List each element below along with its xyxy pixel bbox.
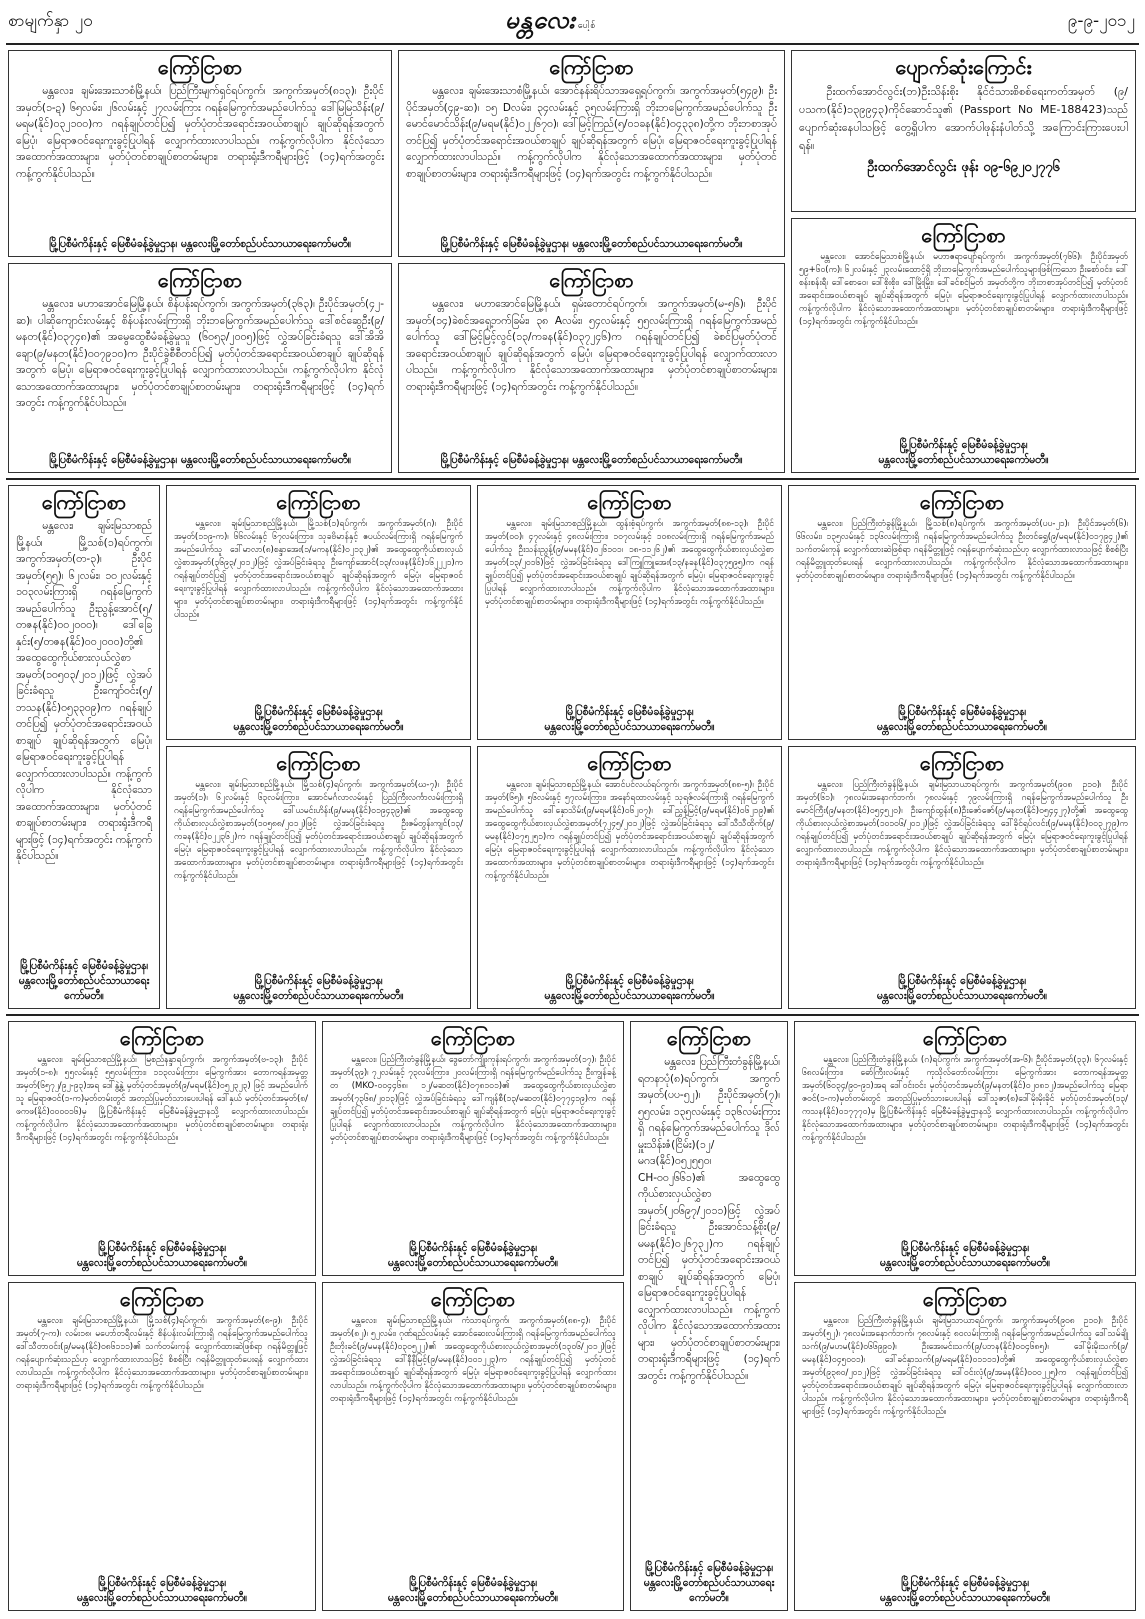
signature-line: မြို့ပြစီမံကိန်းနှင့် မြေစီမံခန့်ခွဲမှုဌာန၊ (900, 1577, 1030, 1589)
ad-title: ကြော်ငြာစာ (549, 55, 634, 79)
ad-body: မန္တလေး၊ အောင်မြေသာစံမြို့နယ်၊ မဟာဧရာပျော်ရပ်ကွက်၊ အကွက်အမှတ်(၇၆၆)၊ ဦးပိုင်အမှတ် ၅၉+၆၀(က)၊ ၆၂လမ်းနှင့် ၂၃လမ်းထောင့်ရှိ ဘိုးဘမြေကွက်အမည်ပေါက်သူများဖြစ်ကြသော ဦးစော်ဝင်း၊ ဒေါ်စန်းစန်းရီ၊ ဒေါ်စောဝေ၊ ဒေါ်စိုးစိုး၊ ဒေါ်မြိုးမြိုး၊ ဒေါ်ခင်စင်မြတ် အမှတ်တို့က ဘိုးဘစာအုပ်တင်ပြ၍ မှတ်ပုံတင်အရောင်းအဝယ်စာချုပ် ချုပ်ဆိုရန်အတွက် မြေပုံ၊ မြေရာဇဝင်ရေးကူးခွင့်ပြုပါရန် လျှောက်ထားလာပါသည်။ ကန့်ကွက်လိုပါက နိုင်လုံသောအထောက်အထားများ၊ မှတ်ပုံတင်စာချုပ်စာတမ်းများ၊ တရားရုံးဒီကရီများဖြင့် (၁၄)ရက်အတွင်း ကန့်ကွက်နိုင်ပါသည်။ (799, 252, 1128, 327)
signature-line: မြို့ပြစီမံကိန်းနှင့် မြေစီမံခန့်ခွဲမှုဌာန၊ (565, 706, 694, 718)
ad-signature (484, 974, 775, 1004)
ad-signature (15, 959, 153, 1004)
lost-notice-body: ဦးထက်အောင်လွင်း(ဘ)ဦးသိန်းစိုး နိုင်ငံသားစိစစ်ရေးကတ်အမှတ် (၉/ပသက(နိုင်)၁၃၉၉၄၃)ကိုင်ဆောင်သူ၏ (Passport No ME-188423)သည် ပျောက်ဆုံးနေပါသဖြင့် တွေ့ရှိပါက အောက်ပါဖုန်းနံပါတ်သို့ အကြောင်းကြားပေးပါရန်။ (799, 85, 1128, 152)
page-header (0, 0, 1145, 44)
newspaper-logo (505, 4, 596, 40)
ad-signature (15, 237, 385, 252)
signature-line: မြို့ပြစီမံကိန်းနှင့် မြေစီမံခန့်ခွဲမှုဌာန၊ (408, 1242, 538, 1254)
ad-notice (788, 746, 1136, 1009)
signature-line: မြို့ပြစီမံကိန်းနှင့် မြေစီမံခန့်ခွဲမှုဌာန၊ မန္တလေးမြို့တော်စည်ပင်သာယာရေးကော်မတီ။ (440, 238, 743, 250)
ad-signature (801, 1576, 1129, 1606)
ad-body: မန္တလေး၊ ချမ်းမြသာစည်မြို့နယ်၊ ထွန်းစံ့ရပ်ကွက်၊ အကွက်အမှတ်(၈၈-၁၃)၊ ဦးပိုင်အမှတ်(၀၀)၊ ၄၇လမ်းနှင့် ၄၈လမ်းကြား၊ ၁၀၇လမ်းနှင့် ၁၀၈လမ်းကြားရှိ ဂရန်မြေကွက်အမည်ပေါက်သူ ဦးသန်းညွန့်(၉/မမန(နိုင်)၀၂၆၁၀၁၊ ၁၈-၁၁၂၆၂)၏ အထွေထွေကိုယ်စားလှယ်လွှဲစာအမှတ်(၁၃/၂၀၁၆)ဖြင့် လွှဲအပ်ခြင်းခံရသူ ဒေါ်ကြူကြူအေး(၁၃/နခန(နိုင်)၀၃၇၅၉၅)က ဂရန်ချုပ်တင်ပြ၍ မှတ်ပုံတင်အရောင်းအဝယ်စာချုပ် ချုပ်ဆိုရန်အတွက် မြေပုံ၊ မြေရာဇဝင်ရေးကူးခွင့်ပြုပါရန် လျှောက်ထားလာပါသည်။ ကန့်ကွက်လိုပါက နိုင်လုံသောအထောက်အထားများ၊ မှတ်ပုံတင်စာချုပ်စာတမ်းများ၊ တရားရုံးဒီကရီများဖြင့် (၁၄)ရက်အတွင်း ကန့်ကွက်နိုင်ပါသည်။ (485, 519, 774, 607)
ad-body: မန္တလေး၊ ပြည်ကြီးတံခွန်မြို့နယ်၊ မြို့သစ်(၈)ရပ်ကွက်၊ အကွက်အမှတ်(ပပ-၂၁)၊ ဦးပိုင်အမှတ်(၆)၊ ၆၆လမ်း၊ ၁၃၅လမ်းနှင့် ၁၃၆လမ်းကြားရှိ ဂရန်မြေကွက်အမည်ပေါက်သူ ဦးတင်ရွှေ(၉/မရမ(နိုင်)၀၁၇၉၄၂)၏ သက်တမ်းကုန် လျှောက်ထားဆဲဖြစ်ရာ ဂရန်မိတ္တူဖြင့် ဂရန်ပျောက်ဆုံးသည်ဟု လျှောက်ထားလာသဖြင့် စိစစ်ပြီး ဂရန်မိတ္တူထုတ်ပေးရန် လျှောက်ထားလာပါသည်။ ကန့်ကွက်လိုပါက နိုင်လုံသောအထောက်အထားများ၊ မှတ်ပုံတင်စာချုပ်စာတမ်းများ၊ တရားရုံးဒီကရီများဖြင့် (၁၄)ရက်အတွင်း ကန့်ကွက်နိုင်ပါသည်။ (796, 519, 1128, 581)
ad-title: ကြော်ငြာစာ (921, 223, 1006, 247)
signature-line: မန္တလေးမြို့တော်စည်ပင်သာယာရေးကော်မတီ။ (387, 1257, 559, 1269)
signature-line: မြို့ပြစီမံကိန်းနှင့် မြေစီမံခန့်ခွဲမှုဌာန၊ (254, 975, 383, 987)
ad-body: မန္တလေး၊ ချမ်းမြသာစည်မြို့နယ်၊ မြစည်နန္ဒာရပ်ကွက်၊ အကွက်အမှတ်(ဗ-၁၃)၊ ဦးပိုင်အမှတ်(၁-၈)၊ ၅၅လမ်းနှင့် ၅၅လမ်းကြား၊ ၁၁၃လမ်းကြား မြေကွက်အား တောကရန်အမှတ္တအမှတ်(၆၅၇၂/၉၂-၉၃)အရ ဒေါ်နွဲ့နွဲ့ မှတ်ပုံတင်အမှတ်(၉/မရမ(နိုင်)၀၅၂၃၂၃) ဖြင့် အမည်ပေါက်သူ မြေရာဇဝင်(၁-က)မှတ်တမ်းတွင် အတည်ပြုမှတ်သားပေးပါရန် ဒေါ်နှယ် မှတ်ပုံတင်အမှတ်(၈/ဖကဖ(နိုင်)၀၀၀၀၁၆)မှ မြို့ပြစီမံကိန်းနှင့် မြေစီမံခန့်ခွဲမှုဌာနသို့ လျှောက်ထားလာပါသည်။ ကန့်ကွက်လိုပါက နိုင်လုံသောအထောက်အထားများ၊ မှတ်ပုံတင်စာချုပ်စာတမ်းများ၊ တရားရုံးဒီကရီများဖြင့် (၁၄)ရက်အတွင်း ကန့်ကွက်နိုင်ပါသည်။ (16, 1055, 308, 1143)
ad-body: မန္တလေး၊ ချမ်းမြသာစည်မြို့နယ်၊ ကံသာရပ်ကွက်၊ အကွက်အမှတ်(၈၈-၄)၊ ဦးပိုင်အမှတ်(၈၂)၊ ၅၂လမ်း၊ ဂုဏ်ရည်လမ်းနှင့် အောင်ဆေးလမ်းကြားရှိ ဂရန်မြေကွက်အမည်ပေါက်သူ ဦးဘိုးခင်(၉/မမန(နိုင်)၀၃၀၅၂၂)၏ အထွေထွေကိုယ်စားလှယ်လွှဲစာအမှတ်(၁၃၀၆/၂၀၁၂)ဖြင့် လွှဲအပ်ခြင်းခံရသူ ဒေါ်နီနီမြင့်(၉/မမန(နိုင်)၀၀၁၂၂၃)က ဂရန်ချုပ်တင်ပြ၍ မှတ်ပုံတင်အရောင်းအဝယ်စာချုပ် ချုပ်ဆိုရန်အတွက် မြေပုံ၊ မြေရာဇဝင်ရေးကူးခွင့်ပြုပါရန် လျှောက်ထားလာပါသည်။ ကန့်ကွက်လိုပါက နိုင်လုံသောအထောက်အထားများ၊ မှတ်ပုံတင်စာချုပ်စာတမ်းများ၊ တရားရုံးဒီကရီများဖြင့် (၁၄)ရက်အတွင်း ကန့်ကွက်နိုင်ပါသည်။ (330, 1316, 616, 1404)
signature-line: မန္တလေးမြို့တော်စည်ပင်သာယာရေးကော်မတီ။ (233, 990, 404, 1002)
ad-notice (8, 1021, 316, 1276)
signature-line: မြို့ပြစီမံကိန်းနှင့် မြေစီမံခန့်ခွဲမှုဌာန၊ (900, 1242, 1030, 1254)
signature-line: မြို့ပြစီမံကိန်းနှင့် မြေစီမံခန့်ခွဲမှုဌာန၊ (97, 1577, 227, 1589)
signature-line: မြို့ပြစီမံကိန်းနှင့် မြေစီမံခန့်ခွဲမှုဌာန၊ မန္တလေးမြို့တော်စည်ပင်သာယာရေးကော်မတီ။ (48, 454, 352, 466)
ad-title: ကြော်ငြာစာ (666, 1026, 752, 1050)
ad-body: မန္တလေး၊ ချမ်းအေးသာစံမြို့နယ်၊ ပြည်ကြီးမျက်ရှင်ရပ်ကွက်၊ အကွက်အမှတ်(၈၁၃)၊ ဦးပိုင်အမှတ်(၁-ဍ) ၆၅လမ်း၊ ၂၆လမ်းနှင့် ၂၇လမ်းကြား ဂရန်မြေကွက်အမည်ပေါက်သူ ဒေါ်မြမြသိန်း(၉/မရမ(နိုင်)၀၃၂၁၀၀)က ဂရန်ချုပ်တင်ပြ၍ မှတ်ပုံတင်အရောင်းအဝယ်စာချုပ် ချုပ်ဆိုရန်အတွက် မြေပုံ၊ မြေရာဇဝင်ရေးကူးခွင့်ပြုပါရန် လျှောက်ထားလာပါသည်။ ကန့်ကွက်လိုပါက နိုင်လုံသောအထောက်အထားများ၊ မှတ်ပုံတင်စာချုပ်စာတမ်းများ၊ တရားရုံးဒီကရီများဖြင့် (၁၄)ရက်အတွင်း ကန့်ကွက်နိုင်ပါသည်။ (16, 85, 384, 180)
ad-title: ကြော်ငြာစာ (922, 1026, 1008, 1050)
signature-line: မန္တလေးမြို့တော်စည်ပင်သာယာရေးကော်မတီ။ (879, 1257, 1051, 1269)
ad-title: ကြော်ငြာစာ (41, 490, 127, 514)
ad-notice (8, 485, 160, 1009)
ad-notice (791, 218, 1136, 473)
signature-line: မန္တလေးမြို့တော်စည်ပင်သာယာရေးကော်မတီ။ (544, 721, 715, 733)
ad-notice (322, 1021, 624, 1276)
signature-line: မြို့ပြစီမံကိန်းနှင့် မြေစီမံခန့်ခွဲမှုဌာန၊ (97, 1242, 227, 1254)
page-number: စာမျက်နှာ ၂၀ (8, 11, 93, 31)
signature-line: မြို့ပြစီမံကိန်းနှင့် မြေစီမံခန့်ခွဲမှုဌာန၊ (899, 439, 1028, 451)
section-rule (6, 1014, 1139, 1016)
signature-line: မန္တလေးမြို့တော်စည်ပင်သာယာရေးကော်မတီ။ (387, 1592, 559, 1604)
ad-notice (794, 1021, 1136, 1276)
ad-notice (8, 1282, 316, 1611)
ad-title: ကြော်ငြာစာ (922, 1287, 1008, 1311)
signature-line: မန္တလေးမြို့တော်စည်ပင်သာယာရေးကော်မတီ။ (879, 1592, 1051, 1604)
lost-notice (791, 50, 1136, 212)
signature-line: မြို့ပြစီမံကိန်းနှင့် မြေစီမံခန့်ခွဲမှုဌာန၊ (897, 706, 1027, 718)
ad-title: ကြော်ငြာစာ (430, 1026, 516, 1050)
ad-body: မန္တလေး၊ ချမ်းအေးသာစံမြို့နယ်၊ အောင်နန်းရိပ်သာအရှေ့ရပ်ကွက်၊ အကွက်အမှတ်(၅၄၉)၊ ဦးပိုင်အမှတ်(၄၉-ဆ)၊ ၁၅ Dလမ်း၊ ၃၄လမ်းနှင့် ၃၅လမ်းကြားရှိ ဘိုးဘမြေကွက်အမည်ပေါက်သူ ဦးမောင်မောင်သိန်း(၉/မရမ(နိုင်)၀၂၂၆၇၀)၊ ဒေါ်မြင့်ကြည်(၅/၀၁ခန(နိုင်)၀၄၃၃၈)တို့က ဘိုးဘစာအုပ်တင်ပြ၍ မှတ်ပုံတင်အရောင်းအဝယ်စာချုပ် ချုပ်ဆိုရန်အတွက် မြေပုံ၊ မြေရာဇဝင်ရေးကူးခွင့်ပြုပါရန် လျှောက်ထားလာပါသည်။ ကန့်ကွက်လိုပါက နိုင်လုံသောအထောက်အထားများ၊ မှတ်ပုံတင်စာချုပ်စာတမ်းများ၊ တရားရုံးဒီကရီများဖြင့် (၁၄)ရက်အတွင်း ကန့်ကွက်နိုင်ပါသည်။ (406, 85, 777, 180)
ad-signature (795, 705, 1129, 735)
ad-signature (795, 974, 1129, 1004)
ad-signature (405, 453, 778, 468)
signature-line: မြို့ပြစီမံကိန်းနှင့် မြေစီမံခန့်ခွဲမှုဌာန၊ (254, 706, 383, 718)
ad-body: မန္တလေး၊ ပြည်ကြီးတံခွန်မြို့နယ်၊ ချမ်းမြသာယာရပ်ကွက်၊ အကွက်အမှတ်(၉၀၈ ဥ၁၀)၊ ဦးပိုင်အမှတ်(၅၂)၊ ၇၈လမ်းအနောက်ဘက်၊ ၇၈လမ်းနှင့် ၈၀လမ်းကြားရှိ ဂရန်မြေကွက်အမည်ပေါက်သူ ဒေါ်သမ်ချိုသက်(၉/မဟမ(နိုင်)၀၆၆၉၉၀)၊ ဦးအေးမင်းသက်(၉/ပဘန(နိုင်)၀၀၄၆၈၅)၊ ဒေါ်မိုးမိုးသက်(၉/မမန(နိုင်)၀၄၅၀၀၁)၊ ဒေါ်ခင်နှာသက်(၉/မရမ(နိုင်)၀၁၁၁၁)တို့၏ အထွေထွေကိုယ်စားလှယ်လွှဲစာအမှတ်(၉၃၈၀/၂၀၁၂)ဖြင့် လွှဲအပ်ခြင်းခံရသူ ဒေါ်ဝင်းလုံ(၉/အမန(နိုင်)၀၀၀၂၂၅)က ဂရန်ချုပ်တင်ပြ၍ မှတ်ပုံတင်အရောင်းအဝယ်စာချုပ် ချုပ်ဆိုရန်အတွက် မြေပုံ၊ မြေရာဇဝင်ရေးကူးခွင့်ပြုပါရန် လျှောက်ထားလာပါသည်။ ကန့်ကွက်လိုပါက နိုင်လုံသောအထောက်အထားများ၊ မှတ်ပုံတင်စာချုပ်စာတမ်းများ၊ တရားရုံးဒီကရီများဖြင့် (၁၄)ရက်အတွင်း ကန့်ကွက်နိုင်ပါသည်။ (802, 1316, 1128, 1417)
ad-body: မန္တလေး၊ မဟာအောင်မြေမြို့နယ်၊ စိန်ပန်းရပ်ကွက်၊ အကွက်အမှတ်(၃၆၃)၊ ဦးပိုင်အမှတ်(၄၂-ဆ)၊ ပါဆိုကျောင်းလမ်းနှင့် စိန်ပန်းလမ်းကြားရှိ ဘိုးဘမြေကွက်အမည်ပေါက်သူ ဒေါ်စင်ဆွေဦး(၉/မနတ(နိုင်)၀၃၇၄၈)၏ အမွေထွေစီမံခန့်ခွဲမှုသူ (၆၀၅၃/၂၀၀၅)ဖြင့် လွှဲအပ်ခြင်းခံရသူ ဒေါ်အိအိချော(၉/မနတ(နိုင်)၀၀၇၉၁၀)က ဦးပိုင်ခွဲစီစီတင်ပြ၍ မှတ်ပုံတင်အရောင်းအဝယ်စာချုပ် ချုပ်ဆိုရန်အတွက် မြေပုံ၊ မြေရာဇဝင်ရေးကူးခွင့်ပြုပါရန် လျှောက်ထားလာပါသည်။ ကန့်ကွက်လိုပါက နိုင်လုံသောအထောက်အထားများ၊ မှတ်ပုံတင်စာချုပ်စာတမ်းများ၊ တရားရုံးဒီကရီများဖြင့် (၁၄)ရက်အတွင်း ကန့်ကွက်နိုင်ပါသည်။ (16, 298, 384, 409)
ad-title: ကြော်ငြာစာ (549, 268, 634, 292)
ad-title: ကြော်ငြာစာ (919, 490, 1005, 514)
lost-notice-title: ပျောက်ဆုံးကြောင်း (895, 55, 1032, 79)
ad-title: ကြော်ငြာစာ (276, 751, 361, 775)
ad-title: ကြော်ငြာစာ (919, 751, 1005, 775)
lost-notice-contact: ဦးထက်အောင်လွင်း ဖုန်း ၀၉-၆၉၂၀၂၇၇၆ (867, 160, 1060, 175)
ad-notice (794, 1282, 1136, 1611)
ad-body: မန္တလေး၊ ချမ်းမြသာစည်မြို့နယ်၊ မြို့သစ်(၁)ရပ်ကွက်၊ အကွက်အမှတ်(တ-၃)၊ ဦးပိုင်အမှတ်(၅၅)၊ ၆၂လမ်း၊ ၁၀၂လမ်းနှင့် ၁၀၃လမ်းကြားရှိ ဂရန်မြေကွက်အမည်ပေါက်သူ ဦးညွန့်အောင်(၅/တဇန(နိုင်)၀၀၂၀၀၀)၊ ဒေါ်ခြေနှင်း(၅/တဇန(နိုင်)၀၀၂၀၀၀)တို့၏ အထွေထွေကိုယ်စားလှယ်လွှဲစာအမှတ်(၁၀၅၀၃/၂၀၁၂)ဖြင့် လွှဲအပ်ခြင်းခံရသူ ဦးကျော်ဝင်း(၅/ဘသန(နိုင်)၀၅၃၃၀၉)က ဂရန်ချုပ်တင်ပြ၍ မှတ်ပုံတင်အရောင်းအဝယ်စာချုပ် ချုပ်ဆိုရန်အတွက် မြေပုံ၊ မြေရာဇဝင်ရေးကူးခွင့်ပြုပါရန် လျှောက်ထားလာပါသည်။ ကန့်ကွက်လိုပါက နိုင်လုံသောအထောက်အထားများ၊ မှတ်ပုံတင်စာချုပ်စာတမ်းများ၊ တရားရုံးဒီကရီများဖြင့် (၁၄)ရက်အတွင်း ကန့်ကွက်နိုင်ပါသည်။ (16, 520, 152, 862)
ad-notice (166, 485, 471, 740)
ad-title: ကြော်ငြာစာ (276, 490, 361, 514)
ad-notice (8, 50, 392, 257)
signature-line: မန္တလေးမြို့တော်စည်ပင်သာယာရေးကော်မတီ။ (876, 721, 1048, 733)
section-rule (6, 478, 1139, 480)
ad-body: မန္တလေး၊ ချမ်းမြသာစည်မြို့နယ်၊ မြို့သစ်(၁)ရပ်ကွက်၊ အကွက်အမှတ်(ဂ)၊ ဦးပိုင်အမှတ်(၁၁၉-က)၊ ၆၆လမ်းနှင့် ၆၇လမ်းကြား၊ သုခဗိမာန်နှင့် ဧပယ်လမ်းကြားရှိ ဂရန်မြေကွက်အမည်ပေါက်သူ ဒေါ်မာလာ(၈)စန္ဒာအေး(၁/မကန(နိုင်)၀၂၁၃၂)၏ အထွေထွေကိုယ်စားလှယ်လွှဲစာအမှတ်(၃၆၉၃/၂၀၁၂)ဖြင့် လွှဲအပ်ခြင်းခံရသူ ဦးကျော်အောင်(၁၃/လဖန(နိုင်)၁၆၂၂၂၁)က ဂရန်ချုပ်တင်ပြ၍ မှတ်ပုံတင်အရောင်းအဝယ်စာချုပ် ချုပ်ဆိုရန်အတွက် မြေပုံ၊ မြေရာဇဝင်ရေးကူးခွင့်ပြုပါရန် လျှောက်ထားလာပါသည်။ ကန့်ကွက်လိုပါက နိုင်လုံသောအထောက်အထားများ၊ မှတ်ပုံတင်စာချုပ်စာတမ်းများ၊ တရားရုံးဒီကရီများဖြင့် (၁၄)ရက်အတွင်း ကန့်ကွက်နိုင်ပါသည်။ (174, 519, 463, 620)
ad-notice (8, 263, 392, 473)
ad-notice (398, 263, 785, 473)
ad-title: ကြော်ငြာစာ (587, 751, 672, 775)
ad-body: မန္တလေး၊ ပြည်ကြီးတံခွန်မြို့နယ်၊ ချမ်းမြသာယာရပ်ကွက်၊ အကွက်အမှတ်(၉၀၈ ဥ၁၀)၊ ဦးပိုင်အမှတ်(၆၁)၊ ၇၈လမ်းအနောက်ဘက်၊ ၇၈လမ်းနှင့် ၇၉လမ်းကြားရှိ ဂရန်မြေကွက်အမည်ပေါက်သူ ဦးမောင်ကြီး(၉/မနတ(နိုင်)၀၅၄၅၂၀)၊ ဦးကျော်ထွန်း(၈)ဦးဇော်ဇော်(၉/မနတ(နိုင်)၀၅၄၄၂၇)တို့၏ အထွေထွေကိုယ်စားလှယ်လွှဲစာအမှတ်(၁၀၁၀၆/၂၀၁၂)ဖြင့် လွှဲအပ်ခြင်းခံရသူ ဒေါ်ခိုင်ရုပ်လင်း(၉/မမန(နိုင်)၀၀၃၂၇၉)က ဂရန်ချုပ်တင်ပြ၍ မှတ်ပုံတင်အရောင်းအဝယ်စာချုပ် ချုပ်ဆိုရန်အတွက် မြေပုံ၊ မြေရာဇဝင်ရေးကူးခွင့်ပြုပါရန် လျှောက်ထားလာပါသည်။ ကန့်ကွက်လိုပါက နိုင်လုံသောအထောက်အထားများ၊ မှတ်ပုံတင်စာချုပ်စာတမ်းများ၊ တရားရုံးဒီကရီများဖြင့် (၁၄)ရက်အတွင်း ကန့်ကွက်နိုင်ပါသည်။ (796, 780, 1128, 868)
ad-notice (398, 50, 785, 257)
ad-title: ကြော်ငြာစာ (430, 1287, 516, 1311)
signature-line: မန္တလေးမြို့တော်စည်ပင်သာယာရေးကော်မတီ။ (878, 454, 1049, 466)
ad-signature (173, 705, 464, 735)
ad-title: ကြော်ငြာစာ (587, 490, 672, 514)
ad-signature (329, 1241, 617, 1271)
signature-line: မန္တလေးမြို့တော်စည်ပင်သာယာရေးကော်မတီ။ (876, 990, 1048, 1002)
signature-line: မြို့ပြစီမံကိန်းနှင့် မြေစီမံခန့်ခွဲမှုဌာန၊ (644, 1562, 774, 1574)
logo-sub: ပေါ့စ် (577, 21, 597, 31)
signature-line: မြို့ပြစီမံကိန်းနှင့် မြေစီမံခန့်ခွဲမှုဌာန၊ မန္တလေးမြို့တော်စည်ပင်သာယာရေးကော်မတီ။ (48, 238, 352, 250)
ad-notice (477, 485, 782, 740)
signature-line: မြို့ပြစီမံကိန်းနှင့် မြေစီမံခန့်ခွဲမှုဌာန၊ မန္တလေးမြို့တော်စည်ပင်သာယာရေးကော်မတီ။ (440, 454, 743, 466)
ad-body: မန္တလေး၊ ချမ်းမြသာစည်မြို့နယ်၊ မြို့သစ်(၄)ရပ်ကွက်၊ အကွက်အမှတ်(ဃ-၇)၊ ဦးပိုင်အမှတ်(၁)၊ ၆၂လမ်းနှင့် ၆၃လမ်းကြား၊ အောင်မင်္ဂလာလမ်းနှင့် ပြည်ကြီးလင်္ကာလမ်းကြားရှိ ဂရန်မြေကွက်အမည်ပေါက်သူ ဒေါ်ယမင်းဟိန်း(၉/မမန(နိုင်)၀၁၉၄၃၉)၏ အထွေထွေကိုယ်စားလှယ်လွှဲစာအမှတ်(၁၀၅၈၈/၂၀၁၂)ဖြင့် လွှဲအပ်ခြင်းခံရသူ ဦးဇမ်တွန်းကျင်(၁၃/ကခန(နိုင်)၀၂၂၃၆၂)က ဂရန်ချုပ်တင်ပြ၍ မှတ်ပုံတင်အရောင်းအဝယ်စာချုပ် ချုပ်ဆိုရန်အတွက် မြေပုံ၊ မြေရာဇဝင်ရေးကူးခွင့်ပြုပါရန် လျှောက်ထားလာပါသည်။ ကန့်ကွက်လိုပါက နိုင်လုံသောအထောက်အထားများ၊ မှတ်ပုံတင်စာချုပ်စာတမ်းများ၊ တရားရုံးဒီကရီများဖြင့် (၁၄)ရက်အတွင်း ကန့်ကွက်နိုင်ပါသည်။ (174, 780, 463, 881)
signature-line: မန္တလေးမြို့တော်စည်ပင်သာယာရေးကော်မတီ။ (544, 990, 715, 1002)
header-rule (6, 43, 1139, 45)
ad-title: ကြော်ငြာစာ (119, 1287, 205, 1311)
ad-signature (173, 974, 464, 1004)
signature-line: မန္တလေးမြို့တော်စည်ပင်သာယာရေးကော်မတီ။ (643, 1577, 775, 1604)
ad-body: မန္တလေး၊ ပြည်ကြီးတံခွန်မြို့နယ်၊ ရတနာပုံ(၈)ရပ်ကွက်၊ အကွက်အမှတ်(ပပ-၅၂)၊ ဦးပိုင်အမှတ်(၇)၊ ၅၅လမ်း၊ ၁၃၅လမ်းနှင့် ၁၃၆လမ်းကြားရှိ ဂရန်မြေကွက်အမည်ပေါက်သူ ဒိုလ်မှူးသိန်းဇံ(ငြိမ်း)(၁၂/မဂဒ(နိုင်)၀၅၂၅၅၀၊ CH-၀၀၂၆၆၁)၏ အထွေထွေကိုယ်စားလှယ်လွှဲစာအမှတ်(၂၀၆၉၇/၂၀၁၁)ဖြင့် လွှဲအပ်ခြင်းခံရသူ ဦးအောင်သန့်စိုး(၉/မမန(နိုင်)၀၂၆၇၃၂)က ဂရန်ချုပ်တင်ပြ၍ မှတ်ပုံတင်အရောင်းအဝယ်စာချုပ် ချုပ်ဆိုရန်အတွက် မြေပုံ၊ မြေရာဇဝင်ရေးကူးခွင့်ပြုပါရန် လျှောက်ထားလာပါသည်။ ကန့်ကွက်လိုပါက နိုင်လုံသောအထောက်အထားများ၊ မှတ်ပုံတင်စာချုပ်စာတမ်းများ၊ တရားရုံးဒီကရီများဖြင့် (၁၄)ရက်အတွင်း ကန့်ကွက်နိုင်ပါသည်။ (638, 1056, 780, 1382)
signature-line: မန္တလေးမြို့တော်စည်ပင်သာယာရေးကော်မတီ။ (76, 1257, 248, 1269)
ad-signature (15, 1241, 309, 1271)
signature-line: မြို့ပြစီမံကိန်းနှင့် မြေစီမံခန့်ခွဲမှုဌာန၊ (565, 975, 694, 987)
ad-body: မန္တလေး၊ ပြည်ကြီးတံခွန်မြို့နယ်၊ (ဂ)ရပ်ကွက်၊ အကွက်အမှတ်(အ-၆)၊ ဦးပိုင်အမှတ်(၃၃)၊ ၆၇လမ်းနှင့် ၆၈လမ်းကြား၊ ဓော်ကြီးလမ်းနှင့် ကုသိုလ်တော်လမ်းကြား မြေကွက်အား တောကရန်အမှတ္တအမှတ်(၆၀၃၄/၉၀-၉၁)အရ ဒေါ်ဝင်းဝင်း မှတ်ပုံတင်အမှတ်(၉/မနတ(နိုင်)၀၂၀၈၁၂)အမည်ပေါက်သူ မြေရာဇဝင်(၁-က)မှတ်တမ်းတွင် အတည်ပြုမှတ်သားပေးပါရန် ဒေါ်သူဇာ(၈)ဒေါ်မိုးမိုးခိုင် မှတ်ပုံတင်အမှတ်(၁၃/ကသန(နိုင်)၀၁၇၇၇၀)မှ မြို့ပြစီမံကိန်းနှင့် မြေစီမံခန့်ခွဲမှုဌာနသို့ လျှောက်ထားလာပါသည်။ ကန့်ကွက်လိုပါက နိုင်လုံသောအထောက်အထားများ၊ မှတ်ပုံတင်စာချုပ်စာတမ်းများ၊ တရားရုံးဒီကရီများဖြင့် (၁၄)ရက်အတွင်း ကန့်ကွက်နိုင်ပါသည်။ (802, 1055, 1128, 1143)
ad-notice (477, 746, 782, 1009)
ad-notice (788, 485, 1136, 740)
signature-line: မြို့ပြစီမံကိန်းနှင့် မြေစီမံခန့်ခွဲမှုဌာန၊ (897, 975, 1027, 987)
ad-title: ကြော်ငြာစာ (157, 268, 243, 292)
ad-signature (484, 705, 775, 735)
ad-signature (405, 237, 778, 252)
ad-body: မန္တလေး၊ မဟာအောင်မြေမြို့နယ်၊ ရှမ်းတောင်ရပ်ကွက်၊ အကွက်အမှတ်(မ-၅၆)၊ ဦးပိုင်အမှတ်(၁၄)ခဲစင်အရှေ့ဘက်ခြမ်း၊ ၃၈ Aလမ်း၊ ၅၄လမ်းနှင့် ၅၅လမ်းကြားရှိ ဂရန်မြေကွက်အမည်ပေါက်သူ ဒေါ်မြင့်မြင့်လွင်(၁၃/ကခန(နိုင်)၀၃၇၂၄၆)က ဂရန်ချုပ်တင်ပြ၍ ခဲစင်ပြမှတ်ပုံတင်အရောင်းအဝယ်စာချုပ် ချုပ်ဆိုရန်အတွက် မြေပုံ၊ မြေရာဇဝင်ရေးကူးခွင့်ပြုပါရန် လျှောက်ထားလာပါသည်။ ကန့်ကွက်လိုပါက နိုင်လုံသောအထောက်အထားများ၊ မှတ်ပုံတင်စာချုပ်စာတမ်းများ၊ တရားရုံးဒီကရီများဖြင့် (၁၄)ရက်အတွင်း ကန့်ကွက်နိုင်ပါသည်။ (406, 298, 777, 393)
ad-notice (322, 1282, 624, 1611)
signature-line: မန္တလေးမြို့တော်စည်ပင်သာယာရေးကော်မတီ။ (233, 721, 404, 733)
ad-signature (798, 438, 1129, 468)
signature-line: မန္တလေးမြို့တော်စည်ပင်သာယာရေးကော်မတီ။ (18, 975, 150, 1002)
ad-body: မန္တလေး၊ ချမ်းမြသာစည်မြို့နယ်၊ မြို့သစ်(၄)ရပ်ကွက်၊ အကွက်အမှတ်(၈-၉)၊ ဦးပိုင်အမှတ်(၇-က)၊ လမ်း၁၈၊ မဟော်တရီလမ်းနှင့် စိန်ပန်းလမ်းကြားရှိ ဂရန်မြေကွက်အမည်ပေါက်သူ ဒေါ်သီတာဝင်း(၉/မမန(နိုင်)၀၈၆၁၁၁)၏ သက်တမ်းကုန် လျှောက်ထားဆဲဖြစ်ရာ ဂရန်မိတ္တူဖြင့် ဂရန်ပျောက်ဆုံးသည်ဟု လျှောက်ထားလာသဖြင့် စိစစ်ပြီး ဂရန်မိတ္တူထုတ်ပေးရန် လျှောက်ထားလာပါသည်။ ကန့်ကွက်လိုပါက နိုင်လုံသောအထောက်အထားများ၊ မှတ်ပုံတင်စာချုပ်စာတမ်းများ၊ တရားရုံးဒီကရီများဖြင့် (၁၄)ရက်အတွင်း ကန့်ကွက်နိုင်ပါသည်။ (16, 1316, 308, 1391)
signature-line: မြို့ပြစီမံကိန်းနှင့် မြေစီမံခန့်ခွဲမှုဌာန၊ (19, 960, 149, 972)
ad-signature (801, 1241, 1129, 1271)
ad-title: ကြော်ငြာစာ (157, 55, 243, 79)
ad-body: မန္တလေး၊ ပြည်ကြီးတံခွန်မြို့နယ်၊ ဒွေတော်ကျိုးကုန်းရပ်ကွက်၊ အကွက်အမှတ်(၁၇)၊ ဦးပိုင်အမှတ်(၃၉)၊ ၇၂လမ်းနှင့် ၇၃လမ်းကြား၊ ၂၀လမ်းကြားရှိ ဂရန်မြေကွက်မည်ပေါက်သူ ဦးကျွန်ခန့်တ (MKO-၀၀၄၄၆၈၊ ၁၂/မဆတ(နိုင်)၀၇၈၁၀၁)၏ အထွေထွေကိုယ်စားလှယ်လွှဲစာအမှတ်(၇၃၆၈/၂၀၁၃)ဖြင့် လွှဲအပ်ခြင်းခံရသူ ဒေါ်ကျန်စီ(၁၃/မဆတ(နိုင်)၀၇၇၄၁၉)က ဂရန်ချုပ်တင်ပြ၍ မှတ်ပုံတင်အရောင်းအဝယ်စာချုပ် ချုပ်ဆိုရန်အတွက် မြေပုံ၊ မြေရာဇဝင်ရေးကူးခွင့်ပြုပါရန် လျှောက်ထားလာပါသည်။ ကန့်ကွက်လိုပါက နိုင်လုံသောအထောက်အထားများ၊ မှတ်ပုံတင်စာချုပ်စာတမ်းများ၊ တရားရုံးဒီကရီများဖြင့် (၁၄)ရက်အတွင်း ကန့်ကွက်နိုင်ပါသည်။ (330, 1055, 616, 1143)
ad-signature (637, 1561, 781, 1606)
ad-notice (166, 746, 471, 1009)
signature-line: မန္တလေးမြို့တော်စည်ပင်သာယာရေးကော်မတီ။ (76, 1592, 248, 1604)
ad-signature (329, 1576, 617, 1606)
ad-title: ကြော်ငြာစာ (119, 1026, 205, 1050)
ad-body: မန္တလေး၊ ချမ်းမြသာစည်မြို့နယ်၊ အောင်ပင်လယ်ရပ်ကွက်၊ အကွက်အမှတ်(၈၈-၅)၊ ဦးပိုင်အမှတ်(၆၅)၊ ၅၆လမ်းနှင့် ၅၇လမ်းကြား၊ အနော်ရထာလမ်းနှင့် သုရဇ်လမ်းကြားရှိ ဂရန်မြေကွက်အမည်ပေါက်သူ ဒေါ်နှောသိမ်း(၉/မရမ(နိုင်)၀၆၂၀၇)၊ ဒေါ်ညွှန့်မြင့်(၉/မရမ(နိုင်)၀၆၂၁၉)၏ အထွေထွေကိုယ်စားလှယ်လွှဲစာအမှတ်(၇၂၄၅/၂၀၁၂)ဖြင့် လွှဲအပ်ခြင်းခံရသူ ဒေါ်သီသီထိုက်(၉/မမန(နိုင်)၀၇၅၂၅၁)က ဂရန်ချုပ်တင်ပြ၍ မှတ်ပုံတင်အရောင်းအဝယ်စာချုပ် ချုပ်ဆိုရန်အတွက် မြေပုံ၊ မြေရာဇဝင်ရေးကူးခွင့်ပြုပါရန် လျှောက်ထားလာပါသည်။ ကန့်ကွက်လိုပါက နိုင်လုံသောအထောက်အထားများ၊ မှတ်ပုံတင်စာချုပ်စာတမ်းများ၊ တရားရုံးဒီကရီများဖြင့် (၁၄)ရက်အတွင်း ကန့်ကွက်နိုင်ပါသည်။ (485, 780, 774, 881)
signature-line: မြို့ပြစီမံကိန်းနှင့် မြေစီမံခန့်ခွဲမှုဌာန၊ (408, 1577, 538, 1589)
ad-signature (15, 453, 385, 468)
logo-text: မန္တလေး (505, 6, 576, 34)
ad-notice (630, 1021, 788, 1611)
page-date: ၉-၉-၂၀၁၂ (1067, 11, 1135, 31)
ad-signature (15, 1576, 309, 1606)
